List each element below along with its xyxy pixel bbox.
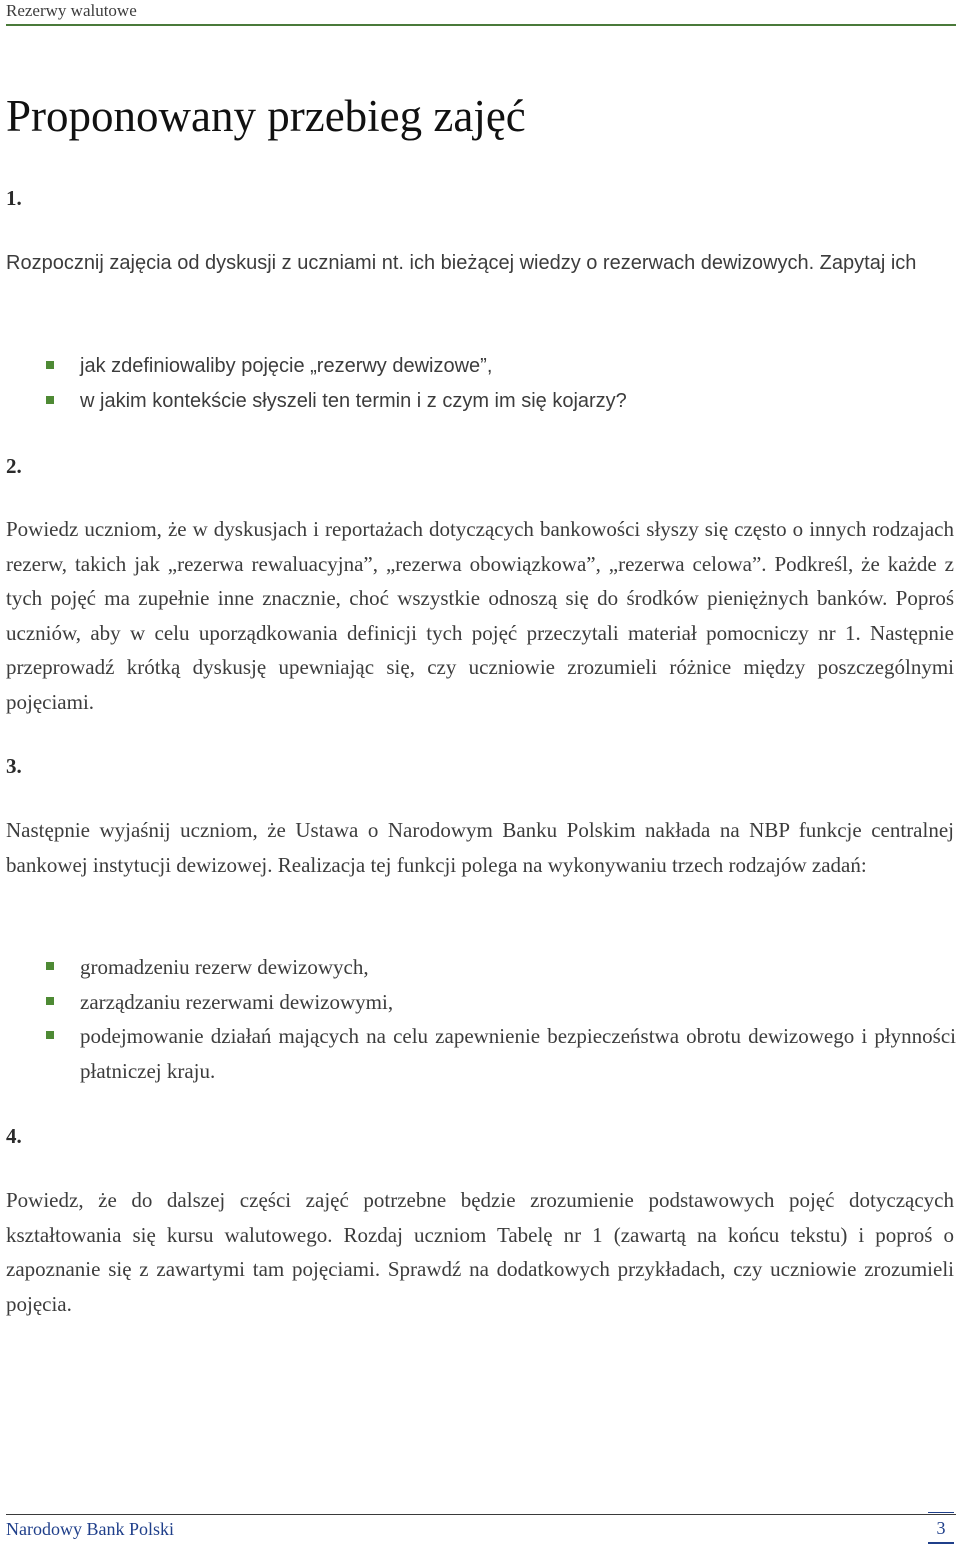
footer-divider bbox=[6, 1514, 956, 1515]
list-item bbox=[46, 349, 956, 384]
list-item-text: zarządzaniu rezerwami dewizowymi, bbox=[80, 989, 394, 1014]
page-title: Proponowany przebieg zajęć bbox=[6, 91, 526, 141]
bullet-square-icon bbox=[46, 962, 54, 970]
footer-publisher: Narodowy Bank Polski bbox=[6, 1519, 174, 1539]
list-item bbox=[46, 384, 956, 419]
step-4-text: Powiedz, że do dalszej części zajęć potrzebne będzie zrozumienie podstawowych pojęć dotyczących kształtowania się kursu walutowego. Rozdaj uczniom Tabelę nr 1 (zawartą na końcu tekstu) i poproś o zapoznanie się z zawartymi tam pojęciami. Sprawdź na dodatkowych przykładach, czy uczniowie zrozumieli pojęcia. bbox=[6, 1188, 954, 1316]
step-4-number: 4. bbox=[6, 1124, 22, 1148]
page-number: 3 bbox=[928, 1512, 954, 1544]
step-3-number: 3. bbox=[6, 754, 22, 778]
step-1-intro: Rozpocznij zajęcia od dyskusji z uczniami nt. ich bieżącej wiedzy o rezerwach dewizowych. Zapytaj ich bbox=[6, 252, 917, 274]
bullet-square-icon bbox=[46, 396, 54, 404]
running-header bbox=[6, 0, 956, 26]
bullet-square-icon bbox=[46, 1031, 54, 1039]
list-item bbox=[46, 985, 956, 1020]
header-title: Rezerwy walutowe bbox=[6, 1, 137, 20]
step-3-bullet-list bbox=[46, 950, 956, 1088]
step-3-intro: Następnie wyjaśnij uczniom, że Ustawa o Narodowym Banku Polskim nakłada na NBP funkcje centralnej bankowej instytucji dewizowej. Realizacja tej funkcji polega na wykonywaniu trzech rodzajów zadań: bbox=[6, 818, 954, 877]
list-item-text: gromadzeniu rezerw dewizowych, bbox=[80, 955, 369, 979]
list-item-text: jak zdefiniowaliby pojęcie „rezerwy dewizowe”, bbox=[80, 355, 493, 377]
list-item-text: podejmowanie działań mających na celu zapewnienie bezpieczeństwa obrotu dewizowego i płynności płatniczej kraju. bbox=[80, 1024, 956, 1083]
step-1-bullet-list bbox=[46, 349, 956, 418]
step-2-text: Powiedz uczniom, że w dyskusjach i reportażach dotyczących bankowości słyszy się często o innych rodzajach rezerw, takich jak „rezerwa rewaluacyjna”, „rezerwa obowiązkowa”, „rezerwa celowa”. Podkreśl, że każde z tych pojęć ma zupełnie inne znacznie, choć wszystkie odnoszą się do środków pieniężnych banków. Poproś uczniów, aby w celu uporządkowania definicji tych pojęć przeczytali materiał pomocniczy nr 1. Następnie przeprowadź krótką dyskusję upewniając się, czy uczniowie zrozumieli różnice między poszczególnymi pojęciami. bbox=[6, 517, 954, 714]
list-item bbox=[46, 950, 956, 985]
bullet-square-icon bbox=[46, 361, 54, 369]
step-2-number: 2. bbox=[6, 454, 22, 478]
bullet-square-icon bbox=[46, 997, 54, 1005]
list-item-text: w jakim kontekście słyszeli ten termin i z czym im się kojarzy? bbox=[80, 389, 627, 412]
step-1-number: 1. bbox=[6, 186, 22, 210]
list-item bbox=[46, 1019, 956, 1088]
